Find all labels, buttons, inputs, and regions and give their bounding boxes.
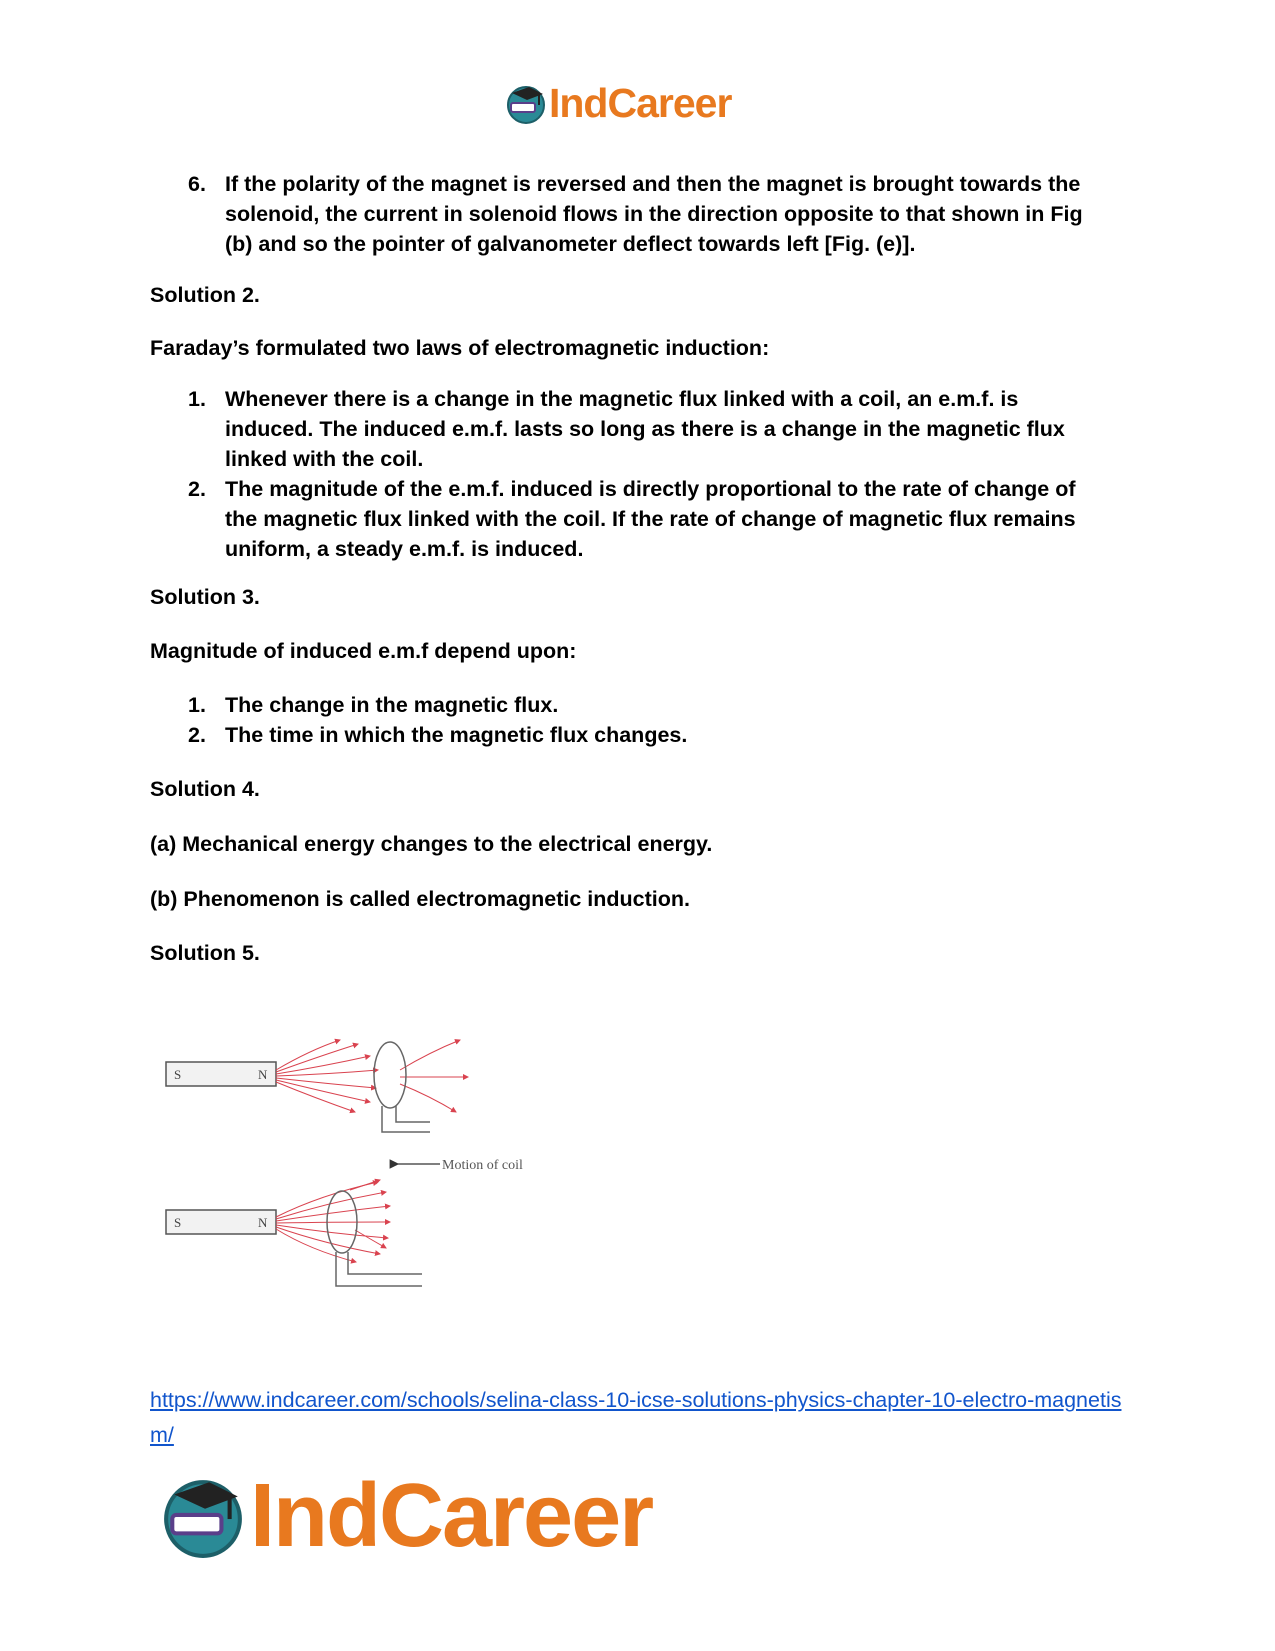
solution-5-heading: Solution 5.: [150, 941, 260, 965]
solution-4-heading: Solution 4.: [150, 777, 260, 801]
list-text: Whenever there is a change in the magnetic flux linked with a coil, an e.m.f. is induced. The induced e.m.f. lasts so long as there is a change in the magnetic flux linked with the coil.: [225, 387, 1065, 471]
pole-n-label: N: [258, 1215, 268, 1230]
logo-wordmark: IndCareer: [250, 1466, 653, 1566]
solution-3-intro: Magnitude of induced e.m.f depend upon:: [150, 639, 577, 663]
list-text: The magnitude of the e.m.f. induced is directly proportional to the rate of change of the magnetic flux linked with the coil. If the rate of change of magnetic flux remains uniform, a steady e.m.f. is induced.: [225, 477, 1076, 561]
footer-logo: [160, 1465, 652, 1568]
list-number: 1.: [188, 693, 206, 717]
solution-2-intro: Faraday’s formulated two laws of electromagnetic induction:: [150, 336, 770, 360]
bottom-coil: [327, 1191, 422, 1286]
list-number: 2.: [188, 477, 206, 501]
solution-3-heading: Solution 3.: [150, 585, 260, 609]
logo-wordmark: IndCareer: [549, 80, 732, 126]
list-text: If the polarity of the magnet is reversed and then the magnet is brought towards the solenoid, the current in solenoid flows in the direction opposite to that shown in Fig (b) and so the pointer of galvanometer deflect towards left [Fig. (e)].: [225, 172, 1083, 256]
pole-s-label: S: [174, 1215, 182, 1230]
magnet-coil-figure: [160, 1030, 560, 1310]
graduation-globe-icon: [160, 1474, 246, 1560]
list-text: The change in the magnetic flux.: [225, 693, 559, 717]
top-coil: [374, 1042, 430, 1132]
list-text: The time in which the magnetic flux changes.: [225, 723, 688, 747]
list-number: 1.: [188, 387, 206, 411]
list-number: 6.: [188, 172, 206, 196]
solution-2-heading: Solution 2.: [150, 283, 260, 307]
motion-annotation: [398, 1158, 523, 1173]
solution-4-part-a: (a) Mechanical energy changes to the electrical energy.: [150, 832, 713, 856]
list-number: 2.: [188, 723, 206, 747]
top-field-lines: [276, 1040, 468, 1112]
bottom-magnet: [166, 1210, 276, 1234]
pole-n-label: N: [258, 1067, 268, 1082]
motion-label: Motion of coil: [442, 1158, 523, 1173]
pole-s-label: S: [174, 1067, 182, 1082]
bottom-field-lines: [276, 1180, 390, 1262]
source-link[interactable]: https://www.indcareer.com/schools/selina-class-10-icse-solutions-physics-chapter-10-electro-magnetism/: [150, 1388, 1122, 1447]
header-logo: [505, 80, 731, 127]
top-magnet: [166, 1062, 276, 1086]
solution-4-part-b: (b) Phenomenon is called electromagnetic induction.: [150, 887, 690, 911]
graduation-globe-icon: [505, 83, 547, 125]
